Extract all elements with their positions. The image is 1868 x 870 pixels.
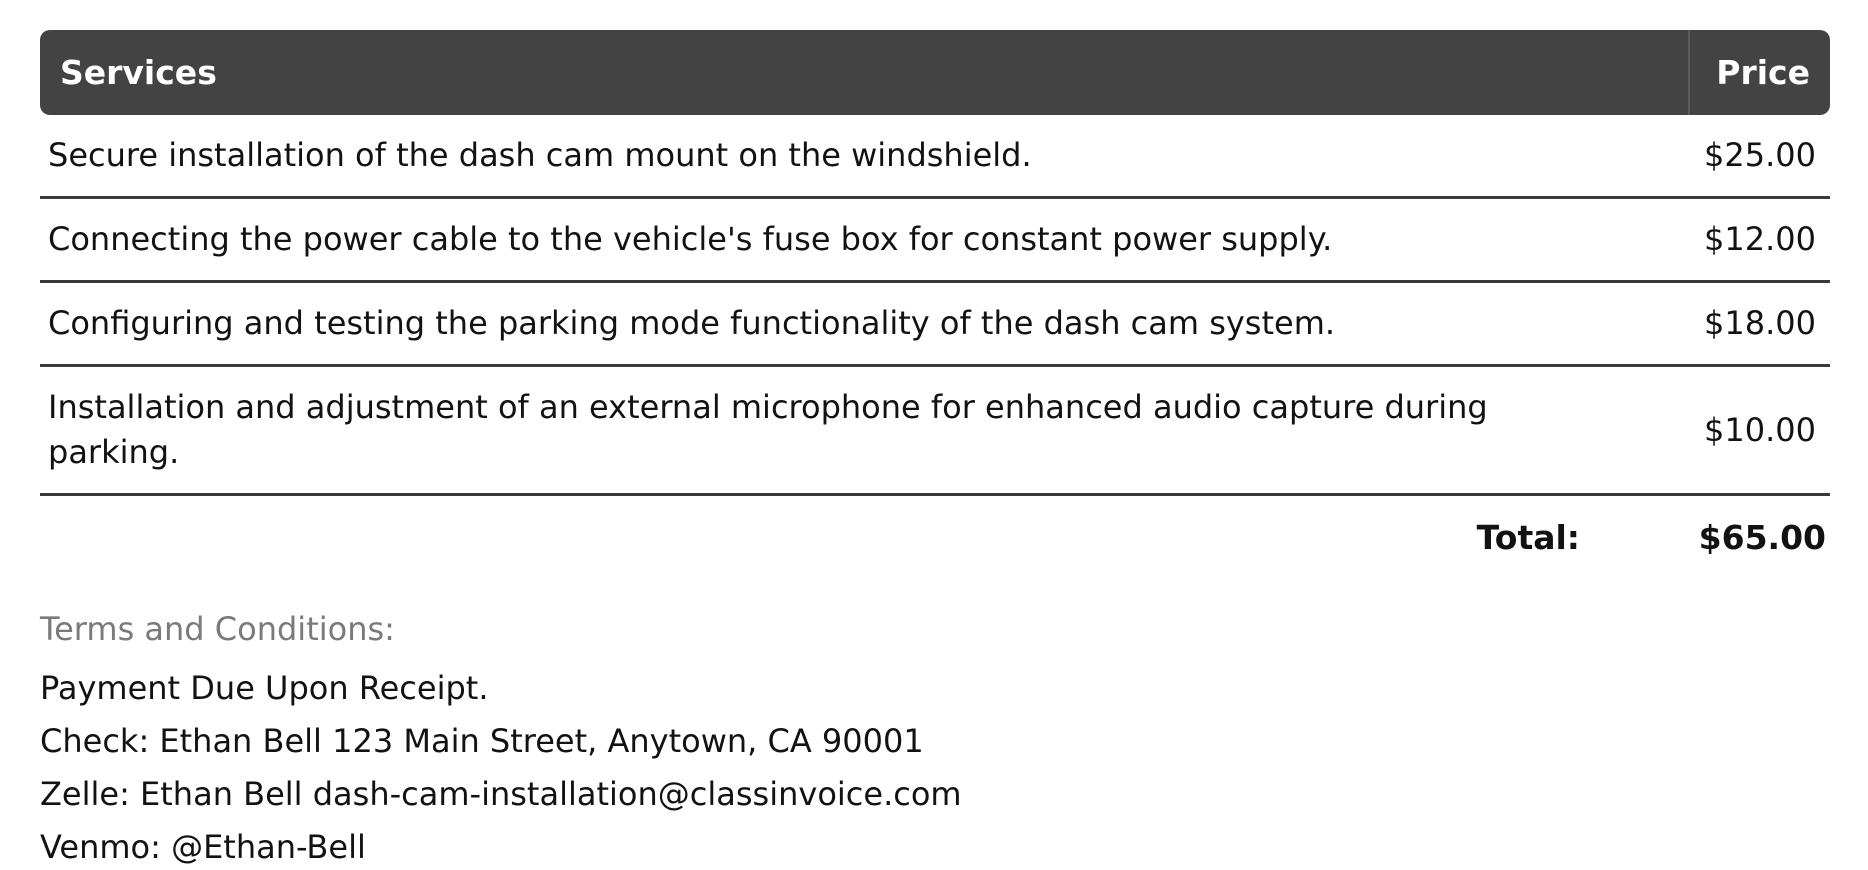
table-row xyxy=(40,199,1830,283)
total-row xyxy=(40,496,1830,558)
table-row xyxy=(40,115,1830,199)
service-price: $18.00 xyxy=(1690,283,1830,367)
terms-line-venmo: Venmo: @Ethan-Bell xyxy=(40,828,366,866)
header-row xyxy=(40,30,1830,115)
service-price: $25.00 xyxy=(1690,115,1830,199)
terms-heading: Terms and Conditions: xyxy=(40,610,395,648)
table-footer xyxy=(40,496,1830,558)
service-description: Secure installation of the dash cam mount on the windshield. xyxy=(48,136,1032,174)
terms-line-payment-due: Payment Due Upon Receipt. xyxy=(40,669,489,707)
service-price: $10.00 xyxy=(1690,367,1830,496)
terms-line-zelle: Zelle: Ethan Bell dash-cam-installation@classinvoice.com xyxy=(40,775,962,813)
table-row xyxy=(40,367,1830,496)
service-description-cell xyxy=(40,199,1690,283)
services-price-table xyxy=(40,30,1830,558)
service-description: Connecting the power cable to the vehicle's fuse box for constant power supply. xyxy=(48,220,1333,258)
service-description-cell xyxy=(40,283,1690,367)
service-description: Configuring and testing the parking mode functionality of the dash cam system. xyxy=(48,304,1336,342)
terms-line-check: Check: Ethan Bell 123 Main Street, Anytown, CA 90001 xyxy=(40,722,924,760)
price-column-header: Price xyxy=(1690,30,1830,115)
total-label: Total: xyxy=(1476,518,1580,557)
service-description-cell xyxy=(40,367,1690,496)
total-value: $65.00 xyxy=(1698,518,1826,557)
services-column-header: Services xyxy=(40,30,1690,115)
terms-and-conditions-section xyxy=(40,606,1830,870)
service-description-cell xyxy=(40,115,1690,199)
table-row xyxy=(40,283,1830,367)
service-price: $12.00 xyxy=(1690,199,1830,283)
table-header xyxy=(40,30,1830,115)
table-body xyxy=(40,115,1830,496)
service-description: Installation and adjustment of an external microphone for enhanced audio capture during parking. xyxy=(48,388,1488,471)
